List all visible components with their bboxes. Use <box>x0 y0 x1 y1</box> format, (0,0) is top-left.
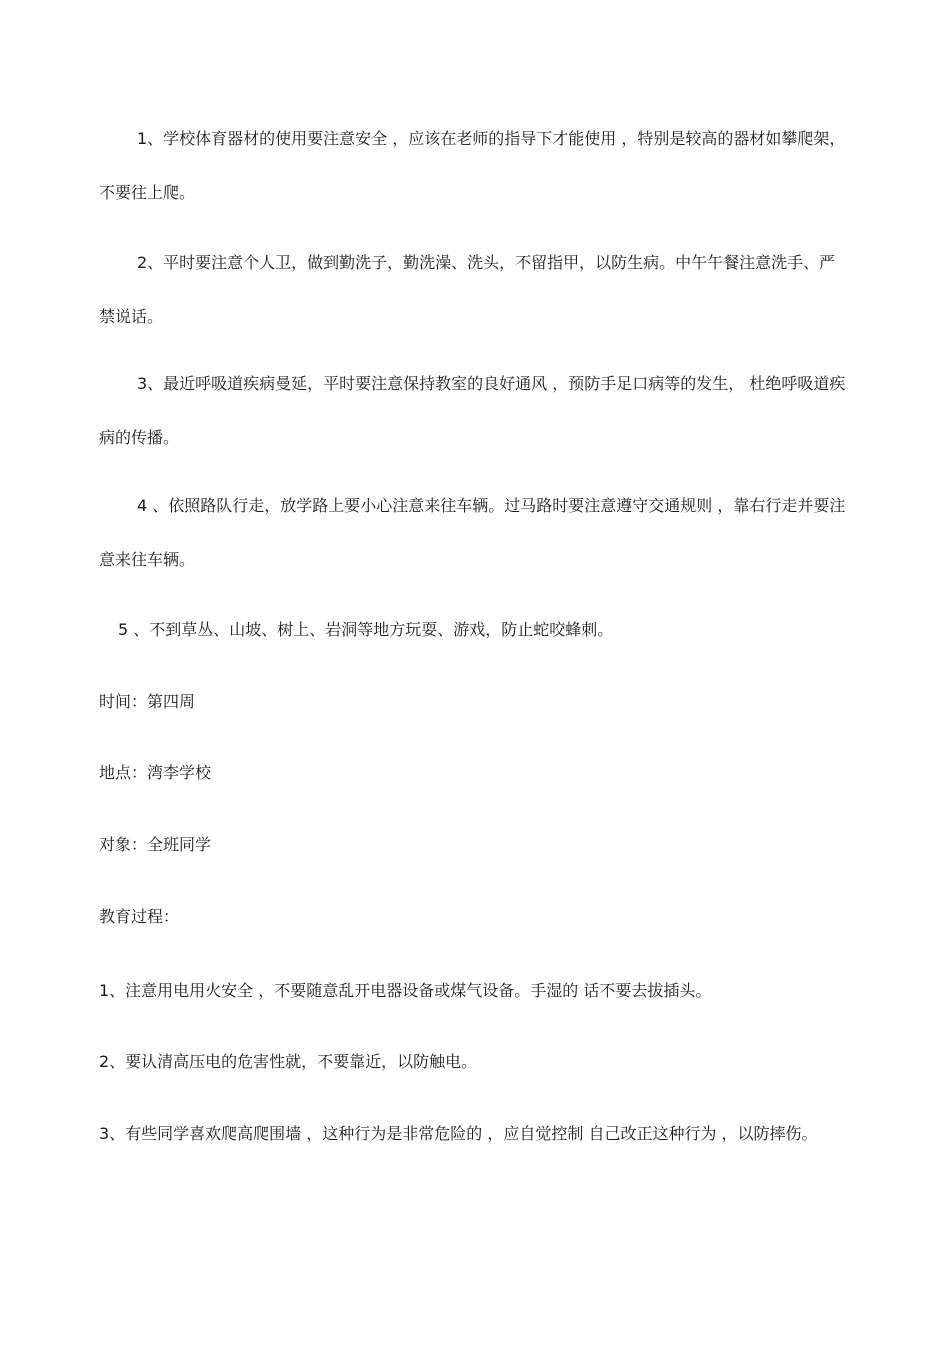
safety-item-5: 5 、不到草丛、山坡、树上、岩洞等地方玩耍、游戏，防止蛇咬蜂刺。 <box>118 620 614 639</box>
process-item-1: 1、注意用电用火安全 ，不要随意乱开电器设备或煤气设备。手湿的 话不要去拔插头。 <box>99 981 712 1000</box>
process-item-2: 2、要认清高压电的危害性就，不要靠近，以防触电。 <box>99 1052 478 1071</box>
meta-target: 对象：全班同学 <box>99 835 212 854</box>
meta-place: 地点：湾李学校 <box>99 763 212 782</box>
safety-item-2: 2、平时要注意个人卫，做到勤洗子，勤洗澡、洗头，不留指甲，以防生病。中午午餐注意洗手、严禁说话。 <box>99 253 836 326</box>
safety-item-3: 3、最近呼吸道疾病曼延，平时要注意保持教室的良好通风 ，预防手足口病等的发生， 杜绝呼吸道疾病的传播。 <box>99 374 846 447</box>
safety-item-4: 4 、依照路队行走，放学路上要小心注意来往车辆。过马路时要注意遵守交通规则 ，靠右行走并要注意来往车辆。 <box>99 496 846 569</box>
meta-time: 时间：第四周 <box>99 692 196 711</box>
safety-item-1: 1、学校体育器材的使用要注意安全 ，应该在老师的指导下才能使用 ，特别是较高的器材如攀爬架，不要往上爬。 <box>99 129 846 202</box>
process-heading: 教育过程： <box>99 907 180 926</box>
process-item-3: 3、有些同学喜欢爬高爬围墙 ，这种行为是非常危险的 ，应自觉控制 自己改正这种行为 ，以防摔伤。 <box>99 1124 818 1143</box>
